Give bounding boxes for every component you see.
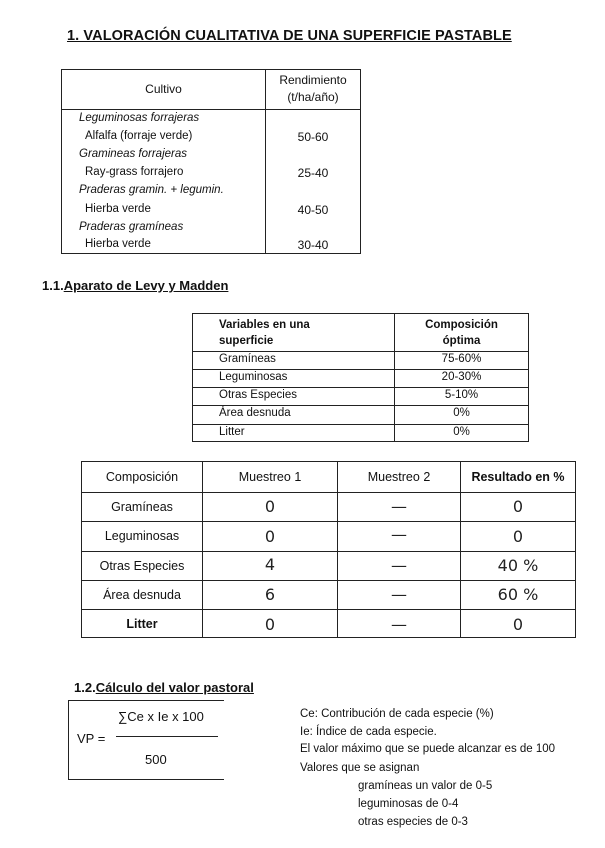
formula-numerator: ∑Ce x Ie x 100 [118,709,204,724]
composition-label: Gramíneas [111,500,173,514]
composition-label: Litter [126,617,158,631]
muestreo-1-value: 6 [264,585,276,604]
value-cell: 0% [453,426,470,438]
formula-denominator: 500 [145,752,167,767]
muestreo-1-value: 0 [264,527,276,546]
yield-table [61,69,361,254]
note-gramineas: gramíneas un valor de 0-5 [358,780,493,792]
result-value: 60 % [497,585,539,604]
value-cell: 0% [453,407,470,419]
muestreo-2-value: — [391,556,407,575]
header-composicion-optima: Composición óptima [425,319,498,347]
value-cell: 75-60% [441,353,482,365]
variable-cell: Litter [219,426,245,438]
header-cultivo: Cultivo [145,82,182,96]
value-cell: 5-10% [444,389,479,401]
optimal-composition-table [192,313,529,442]
result-value: 0 [512,497,524,516]
crop-cell: Hierba verde [85,238,151,250]
result-value: 0 [512,527,524,546]
page-title: 1. VALORACIÓN CUALITATIVA DE UNA SUPERFICIE PASTABLE [67,28,512,44]
variable-cell: Gramíneas [219,353,276,365]
category-cell: Gramineas forrajeras [79,148,188,160]
category-cell: Leguminosas forrajeras [79,112,200,124]
note-ce: Ce: Contribución de cada especie (%) [300,708,494,720]
yield-cell: 30-40 [297,238,329,252]
composition-label: Leguminosas [104,529,180,543]
sampling-results-table [81,461,576,638]
result-value: 40 % [497,556,539,575]
note-ie: Ie: Índice de cada especie. [300,726,437,738]
crop-cell: Hierba verde [85,203,151,215]
muestreo-2-value: — [391,525,407,544]
muestreo-1-value: 0 [264,615,276,634]
value-cell: 20-30% [441,371,482,383]
header-variables: Variables en una superficie [219,319,310,347]
note-assigned-values: Valores que se asignan [300,762,420,774]
header-composicion: Composición [105,470,179,484]
note-leguminosas: leguminosas de 0-4 [358,798,459,810]
result-value: 0 [512,615,524,634]
muestreo-2-value: — [391,497,407,516]
muestreo-2-value: — [391,615,407,634]
header-rendimiento: Rendimiento (t/ha/año) [279,73,347,104]
fraction-bar [116,736,218,737]
yield-cell: 25-40 [297,166,329,180]
crop-cell: Alfalfa (forraje verde) [85,130,193,142]
category-cell: Praderas gramíneas [79,221,184,233]
muestreo-1-value: 0 [264,497,276,516]
variable-cell: Área desnuda [219,407,291,419]
header-muestreo-2: Muestreo 2 [367,470,431,484]
header-muestreo-1: Muestreo 1 [238,470,302,484]
note-max-value: El valor máximo que se puede alcanzar es de 100 [300,743,556,755]
category-cell: Praderas gramin. + legumin. [79,184,224,196]
muestreo-2-value: — [391,585,407,604]
yield-cell: 40-50 [297,203,329,217]
note-otras-especies: otras especies de 0-3 [358,816,468,828]
crop-cell: Ray-grass forrajero [85,166,184,178]
yield-cell: 50-60 [297,130,329,144]
composition-label: Área desnuda [103,588,181,602]
section-1-2-heading: 1.2.Cálculo del valor pastoral [74,680,254,695]
variable-cell: Otras Especies [219,389,297,401]
composition-label: Otras Especies [99,559,185,573]
section-1-1-heading: 1.1.Aparato de Levy y Madden [42,278,229,293]
formula-lhs: VP = [77,731,106,746]
muestreo-1-value: 4 [264,555,276,574]
variable-cell: Leguminosas [219,371,288,383]
header-resultado: Resultado en % [471,470,565,484]
